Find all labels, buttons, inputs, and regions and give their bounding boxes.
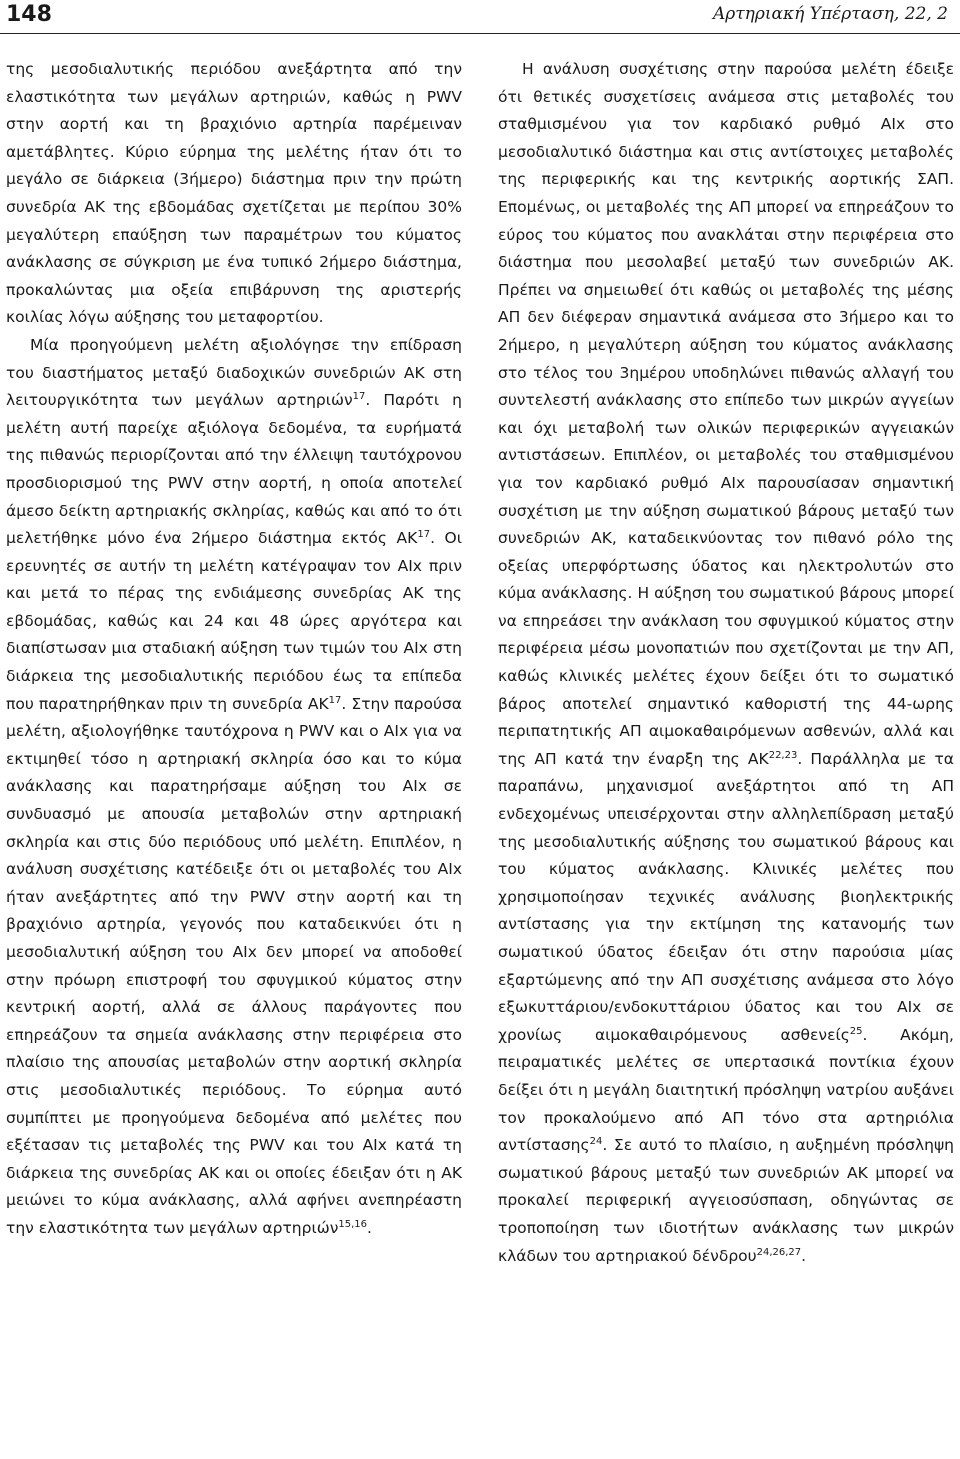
left-column [6, 56, 462, 1243]
page-header [0, 0, 960, 38]
text-run: . Οι ερευνητές σε αυτήν τη μελέτη κατέγραψαν τον AIx πριν και μετά το πέρας της ενδιάμεσης συνεδρίας ΑΚ της εβδομάδας, καθώς και 24 και 48 ώρες αργότερα και διαπίστωσαν μια σταδιακή αύξηση των τιμών του AIx στη διάρκεια της μεσοδιαλυτικής περιόδου έως τα επίπεδα που παρατηρήθηκαν πριν τη συνεδρία ΑΚ [6, 529, 462, 713]
text-run: . Παράλληλα με τα παραπάνω, μηχανισμοί ανεξάρτητοι από τη ΑΠ ενδεχομένως υπεισέρχονται στην αλληλεπίδραση μεταξύ της μεσοδιαλυτικής αύξησης του σωματικού βάρους και του κύματος ανάκλασης. Κλινικές μελέτες που χρησιμοποίησαν τεχνικές ανάλυσης βιοηλεκτρικής αντίστασης για την εκτίμηση της κατανομής των σωματικού ύδατος έδειξαν ότι στην παρούσια μίας εξαρτώμενης από την ΑΠ συσχέτισης ανάμεσα στο λόγο εξωκυττάριου/ενδοκυττάριου ύδατος και του AIx σε χρονίως αιμοκαθαιρόμενους ασθενείς [498, 749, 954, 1044]
text-run: . Παρότι η μελέτη αυτή παρείχε αξιόλογα δεδομένα, τα ευρήματά της πιθανώς περιορίζονται από την έλλειψη ταυτόχρονου προσδιορισμού της PWV στην αορτή, η οποία αποτελεί άμεσο δείκτη αρτηριακής σκληρίας, καθώς και από το ότι μελετήθηκε μόνο ένα 2ήμερο διάστημα εκτός ΑΚ [6, 391, 462, 548]
right-column [498, 56, 954, 1270]
citation-superscript: 25 [849, 1025, 863, 1037]
header-rule [0, 33, 960, 34]
text-run: . Σε αυτό το πλαίσιο, η αυξημένη πρόσληψη σωματικού βάρους μεταξύ των συνεδριών ΑΚ μπορεί να προκαλεί περιφερική αγγειοσύσπαση, οδηγώντας σε τροποποίηση των ιδιοτήτων ανάκλασης των μικρών κλάδων του αρτηριακού δένδρου [498, 1136, 954, 1265]
citation-superscript: 17 [417, 529, 431, 541]
citation-superscript: 15,16 [338, 1218, 367, 1230]
text-run: . [367, 1218, 372, 1237]
citation-superscript: 17 [328, 694, 342, 706]
text-run: . Στην παρούσα μελέτη, αξιολογήθηκε ταυτόχρονα η PWV και ο AIx για να εκτιμηθεί τόσο η αρτηριακή σκληρία όσο και το κύμα ανάκλασης και παρατηρήσαμε αύξηση του AIx σε συνδυασμό με απουσία μεταβολών στην αρτηριακή σκληρία και στις δύο περιόδους υπό μελέτη. Επιπλέον, η ανάλυση συσχέτισης κατέδειξε ότι οι μεταβολές του AIx ήταν ανεξάρτητες από την PWV στην αορτή και τη βραχιόνιο αρτηρία, γεγονός που καταδεικνύει ότι η μεσοδιαλυτική αύξηση του AIx δεν μπορεί να αποδοθεί στην πρόωρη επιστροφή του σφυγμικού κύματος στην κεντρική αορτή, αλλά σε άλλους παράγοντες που επηρεάζουν τα σημεία ανάκλασης στην περιφέρεια στο πλαίσιο της απουσίας μεταβολών στην αορτική σκληρία στις μεσοδιαλυτικές περιόδους. Το εύρημα αυτό συμπίπτει με προηγούμενα δεδομένα από μελέτες που εξέτασαν τις μεταβολές της PWV και του AIx κατά τη διάρκεια της συνεδρίας ΑΚ και οι οποίες έδειξαν ότι η ΑΚ μειώνει το κύμα ανάκλασης, αλλά αφήνει ανεπηρέαστη την ελαστικότητα των μεγάλων αρτηριών [6, 694, 462, 1237]
citation-superscript: 24,26,27 [756, 1246, 802, 1258]
paragraph [498, 56, 954, 1270]
text-run: Η ανάλυση συσχέτισης στην παρούσα μελέτη έδειξε ότι θετικές συσχετίσεις ανάμεσα στις μεταβολές του σταθμισμένου για τον καρδιακό ρυθμό AIx στο μεσοδιαλυτικό διάστημα και στις αντίστοιχες μεταβολές της περιφερικής και της κεντρικής αορτικής ΣΑΠ. Επομένως, οι μεταβολές της ΑΠ μπορεί να επηρεάζουν το εύρος του κύματος που ανακλάται στην περιφέρεια στο διάστημα που μεσολαβεί μεταξύ των συνεδριών ΑΚ. Πρέπει να σημειωθεί ότι καθώς οι μεταβολές της μέσης ΑΠ δεν διέφεραν σημαντικά ανάμεσα στο 3ήμερο και το 2ήμερο, η μεγαλύτερη αύξηση του κύματος ανάκλασης στο τέλος του 3ημέρου υποδηλώνει πιθανώς αλλαγή του συντελεστή ανάκλασης στο επίπεδο των μικρών αγγείων και όχι μεταβολή των ολικών περιφερικών αγγειακών αντιστάσεων. Επιπλέον, οι μεταβολές του σταθμισμένου για τον καρδιακό ρυθμό AIx παρουσίασαν σημαντική συσχέτιση με την αύξηση σωματικού βάρους μεταξύ των συνεδριών ΑΚ, καταδεικνύοντας τον πιθανό ρόλο της οξείας υπερφόρτωσης ύδατος και ηλεκτρολυτών στο κύμα ανάκλασης. Η αύξηση του σωματικού βάρους μπορεί να επηρεάσει την ανάκλαση του σφυγμικού κύματος στην περιφέρεια μέσω μονοπατιών που σχετίζονται με την ΑΠ, καθώς κλινικές μελέτες έχουν δείξει ότι το σωματικό βάρος αποτελεί σημαντικό καθοριστή της 44-ωρης περιπατητικής ΑΠ αιμοκαθαιρόμενων ασθενών, αλλά και της ΑΠ κατά την έναρξη της ΑΚ [498, 60, 954, 768]
page-number: 148 [6, 2, 52, 27]
text-run: . [801, 1246, 807, 1265]
text-run: Μία προηγούμενη μελέτη αξιολόγησε την επίδραση του διαστήματος μεταξύ διαδοχικών συνεδριών ΑΚ στη λειτουργικότητα των μεγάλων αρτηριών [6, 335, 462, 410]
paragraph [6, 332, 462, 1243]
citation-superscript: 22,23 [768, 749, 798, 761]
running-title: Αρτηριακή Υπέρταση, 22, 2 [713, 4, 948, 24]
text-run: . Ακόμη, πειραματικές μελέτες σε υπερτασικά ποντίκια έχουν δείξει ότι η μεγάλη διαιτητική πρόσληψη νατρίου αυξάνει τον προκαλούμενο από ΑΠ τόνο στα αρτηριόλια αντίστασης [498, 1025, 954, 1155]
paragraph [6, 56, 462, 332]
citation-superscript: 24 [589, 1136, 603, 1148]
text-run: της μεσοδιαλυτικής περιόδου ανεξάρτητα από την ελαστικότητα των μεγάλων αρτηριών, καθώς η PWV στην αορτή και τη βραχιόνιο αρτηρία παρέμειναν αμετάβλητες. Κύριο εύρημα της μελέτης ήταν ότι το μεγάλο σε διάρκεια (3ήμερο) διάστημα πριν την πρώτη συνεδρία ΑΚ της εβδομάδας σχετίζεται με περίπου 30% μεγαλύτερη επαύξηση των παραμέτρων του κύματος ανάκλασης σε σύγκριση με ένα τυπικό 2ήμερο διάστημα, προκαλώντας μια οξεία επιβάρυνση της αριστερής κοιλίας λόγω αύξησης του μεταφορτίου. [6, 60, 462, 327]
citation-superscript: 17 [352, 391, 366, 403]
